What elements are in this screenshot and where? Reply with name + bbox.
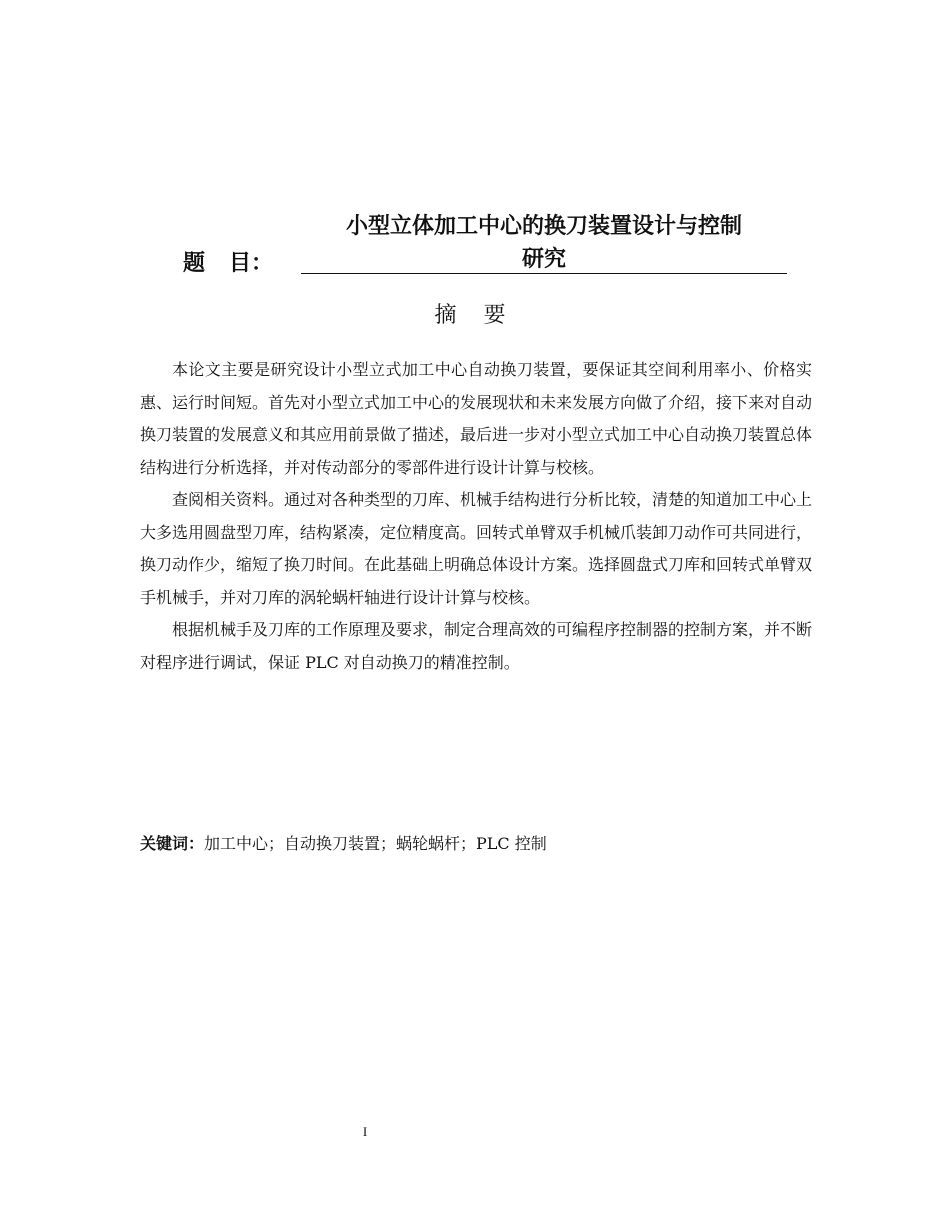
thesis-title bbox=[301, 210, 787, 276]
abstract-paragraph-2: 查阅相关资料。通过对各种类型的刀库、机械手结构进行分析比较，清楚的知道加工中心上大多选用圆盘型刀库，结构紧凑，定位精度高。回转式单臂双手机械爪装卸刀动作可共同进行，换刀动作少，缩短了换刀时间。在此基础上明确总体设计方案。选择圆盘式刀库和回转式单臂双手机械手，并对刀库的涡轮蜗杆轴进行设计计算与校核。 bbox=[140, 490, 813, 607]
keywords-label: 关键词： bbox=[140, 834, 205, 853]
abstract-heading: 摘 要 bbox=[434, 303, 516, 328]
abstract-body bbox=[140, 354, 812, 679]
page-number: I bbox=[362, 1124, 368, 1139]
title-label-part2: 目： bbox=[229, 251, 274, 276]
thesis-title-block bbox=[183, 210, 788, 280]
title-label bbox=[183, 246, 273, 277]
title-label-part1: 题 bbox=[183, 251, 206, 276]
keywords-value: 加工中心；自动换刀装置；蜗轮蜗杆；PLC 控制 bbox=[204, 834, 547, 853]
abstract-paragraph-1: 本论文主要是研究设计小型立式加工中心自动换刀装置，要保证其空间利用率小、价格实惠、运行时间短。首先对小型立式加工中心的发展现状和未来发展方向做了介绍，接下来对自动换刀装置的发展意义和其应用前景做了描述，最后进一步对小型立式加工中心自动换刀装置总体结构进行分析选择，并对传动部分的零部件进行设计计算与校核。 bbox=[140, 360, 813, 477]
title-underline bbox=[301, 273, 787, 274]
keywords-line bbox=[140, 830, 812, 858]
thesis-title-line1: 小型立体加工中心的换刀装置设计与控制 bbox=[345, 214, 742, 239]
thesis-title-line2: 研究 bbox=[521, 247, 566, 272]
abstract-paragraph-3: 根据机械手及刀库的工作原理及要求，制定合理高效的可编程序控制器的控制方案，并不断对程序进行调试，保证 PLC 对自动换刀的精准控制。 bbox=[140, 620, 813, 672]
